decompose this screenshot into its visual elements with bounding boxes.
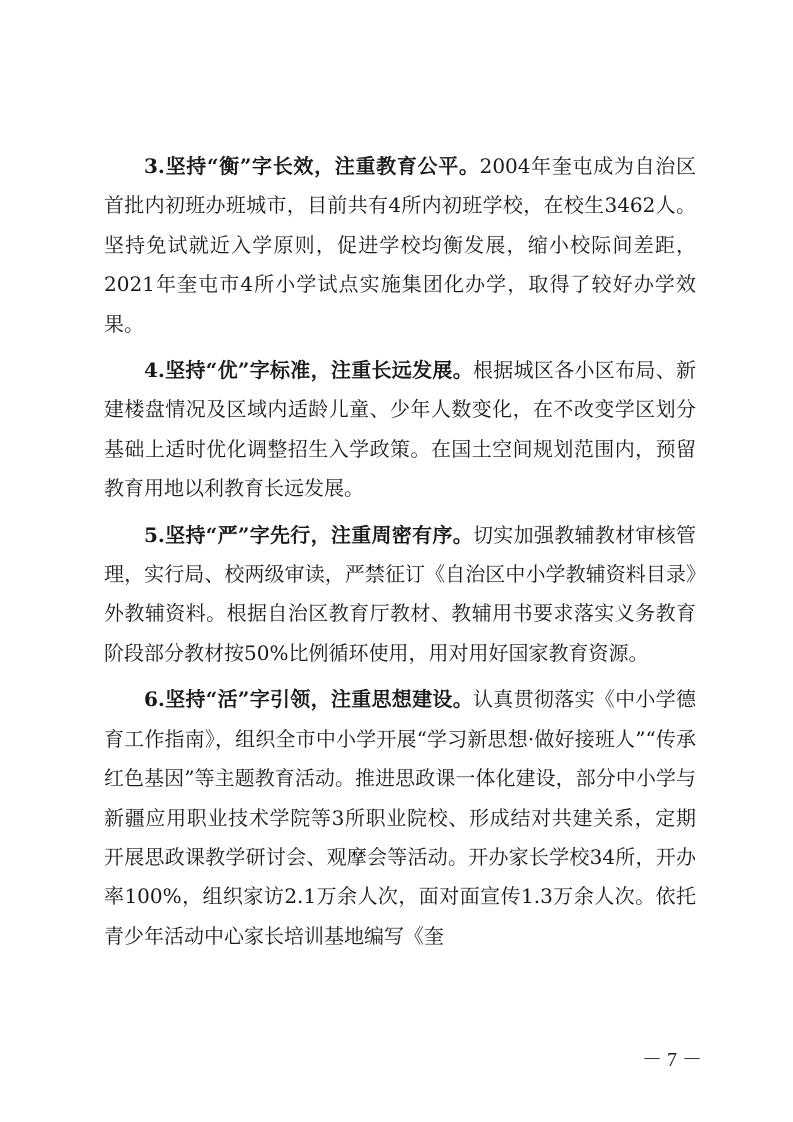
paragraph-4	[104, 351, 696, 509]
page-number: － 7 －	[642, 1049, 702, 1071]
paragraph-5-heading: 5.坚持“严”字先行，注重周密有序。	[144, 522, 473, 547]
paragraph-3	[104, 147, 696, 344]
paragraph-3-text: 2004年奎屯成为自治区首批内初班办班城市，目前共有4所内初班学校，在校生3462人。坚持免试就近入学原则，促进学校均衡发展，缩小校际间差距，2021年奎屯市4所小学试点实施集团化办学，取得了较好办学效果。	[104, 154, 696, 336]
paragraph-5-text: 切实加强教辅教材审核管理，实行局、校两级审读，严禁征订《自治区中小学教辅资料目录》外教辅资料。根据自治区教育厅教材、教辅用书要求落实义务教育阶段部分教材按50%比例循环使用，用对用好国家教育资源。	[104, 522, 697, 665]
paragraph-4-heading: 4.坚持“优”字标准，注重长远发展。	[144, 358, 473, 383]
paragraph-3-heading: 3.坚持“衡”字长效，注重教育公平。	[144, 154, 480, 178]
document-body	[104, 147, 696, 963]
paragraph-6-text: 认真贯彻落实《中小学德育工作指南》，组织全市中小学开展“学习新思想·做好接班人”“传承红色基因”等主题教育活动。推进思政课一体化建设，部分中小学与新疆应用职业技术学院等3所职业院校、形成结对共建关系，定期开展思政课教学研讨会、观摩会等活动。开办家长学校34所，开办率100%，组织家访2.1万余人次，面对面宣传1.3万余人次。依托青少年活动中心家长培训基地编写《奎	[104, 687, 697, 948]
paragraph-5	[104, 516, 696, 674]
paragraph-6-heading: 6.坚持“活”字引领，注重思想建设。	[144, 687, 473, 712]
paragraph-4-text: 根据城区各小区布局、新建楼盘情况及区域内适龄儿童、少年人数变化，在不改变学区划分基础上适时优化调整招生入学政策。在国土空间规划范围内，预留教育用地以利教育长远发展。	[104, 358, 697, 501]
paragraph-6	[104, 680, 696, 956]
